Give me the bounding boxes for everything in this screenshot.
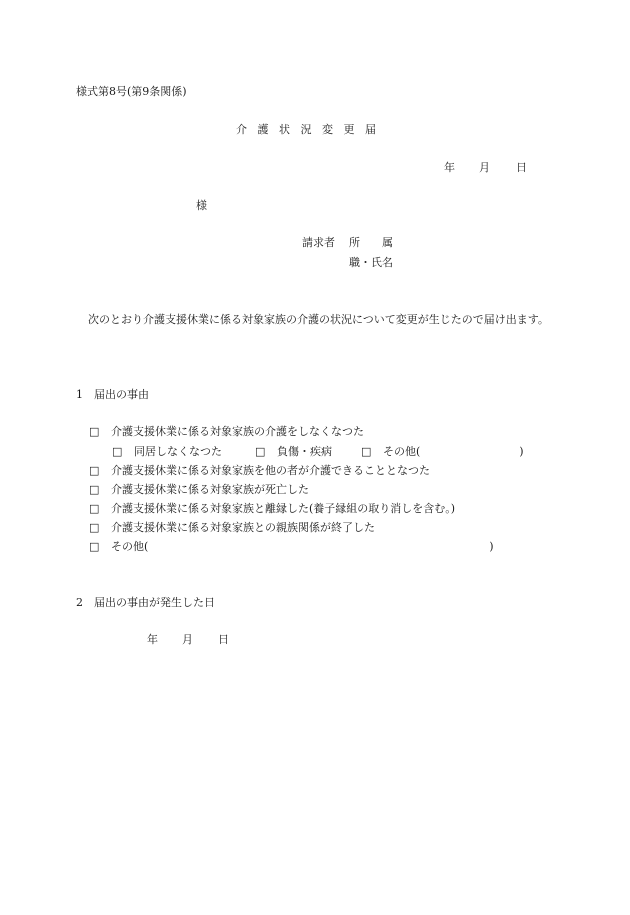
reason-option-deceased[interactable]	[89, 484, 309, 495]
reason-option-other-caregiver[interactable]	[89, 465, 430, 476]
option-label: 介護支援休業に係る対象家族が死亡した	[111, 483, 309, 496]
option-label: 介護支援休業に係る対象家族の介護をしなくなつた	[111, 425, 364, 438]
addressee-honorific: 様	[196, 199, 207, 212]
sub-option-label: 同居しなくなつた	[134, 445, 222, 458]
reason-option-other[interactable]	[89, 541, 494, 552]
section1-heading: 1 届出の事由	[76, 388, 149, 401]
checkbox-icon[interactable]: □	[89, 483, 100, 496]
option-label: 介護支援休業に係る対象家族と離縁した(養子縁組の取り消しを含む。)	[111, 502, 456, 515]
date-month-label: 月	[182, 633, 193, 646]
date-month-label: 月	[479, 161, 490, 174]
requester-department-label: 所 属	[349, 236, 393, 249]
form-number: 様式第8号(第9条関係)	[76, 85, 187, 98]
date-year-label: 年	[444, 161, 455, 174]
body-text: 次のとおり介護支援休業に係る対象家族の介護の状況について変更が生じたので届け出ます。	[88, 313, 549, 326]
reason-option-stopped-care[interactable]	[89, 426, 364, 437]
date-day-label: 日	[516, 161, 527, 174]
checkbox-icon[interactable]: □	[89, 521, 100, 534]
checkbox-icon[interactable]: □	[112, 445, 123, 458]
requester-label: 請求者	[302, 236, 335, 249]
reason-option-dissolved-adoption[interactable]	[89, 503, 455, 514]
option-label: 介護支援休業に係る対象家族を他の者が介護できることとなつた	[111, 464, 430, 477]
option-label: 介護支援休業に係る対象家族との親族関係が終了した	[111, 521, 375, 534]
checkbox-icon[interactable]: □	[89, 464, 100, 477]
checkbox-icon[interactable]: □	[89, 540, 100, 553]
requester-name-label: 職・氏名	[349, 256, 393, 269]
reason-option-relation-ended[interactable]	[89, 522, 375, 533]
date-day-label: 日	[218, 633, 229, 646]
option-label: その他( )	[111, 540, 494, 553]
sub-options-row	[112, 446, 524, 457]
occurrence-date	[147, 634, 229, 645]
section2-heading: 2 届出の事由が発生した日	[76, 596, 215, 609]
checkbox-icon[interactable]: □	[361, 445, 372, 458]
checkbox-icon[interactable]: □	[89, 425, 100, 438]
document-title: 介護状況変更届	[236, 123, 387, 136]
checkbox-icon[interactable]: □	[89, 502, 100, 515]
date-year-label: 年	[147, 633, 158, 646]
submission-date	[444, 162, 527, 173]
checkbox-icon[interactable]: □	[255, 445, 266, 458]
sub-option-label: その他( )	[383, 445, 524, 458]
sub-option-label: 負傷・疾病	[277, 445, 332, 458]
